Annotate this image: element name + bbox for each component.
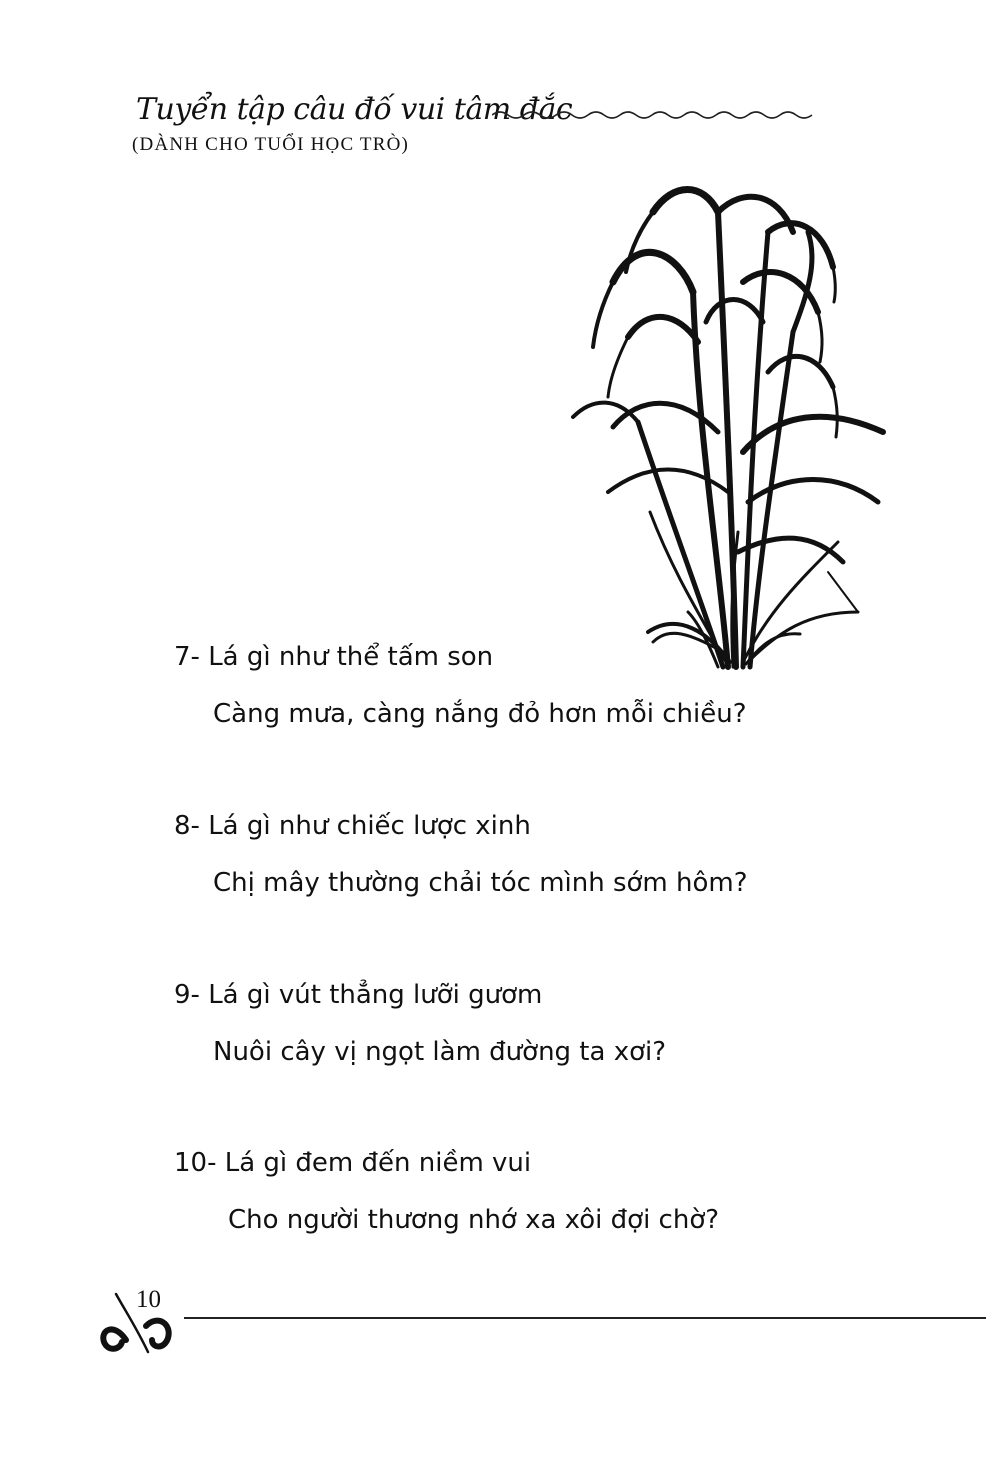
riddle-line-1: 9- Lá gì vút thẳng lưỡi gươm: [174, 980, 543, 1010]
riddle-line-2: Nuôi cây vị ngọt làm đường ta xơi?: [213, 1037, 667, 1067]
wavy-line-decoration: [492, 108, 822, 122]
riddle-line-2: Cho người thương nhớ xa xôi đợi chờ?: [228, 1205, 720, 1235]
book-title: Tuyển tập câu đố vui tâm đắc: [136, 92, 573, 127]
page-number: 10: [136, 1286, 161, 1313]
book-subtitle: (DÀNH CHO TUỔI HỌC TRÒ): [132, 134, 410, 155]
riddle-line-1: 8- Lá gì như chiếc lược xinh: [174, 811, 531, 841]
riddle-line-2: Chị mây thường chải tóc mình sớm hôm?: [213, 868, 748, 898]
footer-rule: [184, 1317, 986, 1319]
riddle-line-1: 10- Lá gì đem đến niềm vui: [174, 1148, 532, 1178]
riddle-line-2: Càng mưa, càng nắng đỏ hơn mỗi chiều?: [213, 699, 747, 729]
rice-plant-icon: [568, 172, 898, 672]
riddle-line-1: 7- Lá gì như thể tấm son: [174, 642, 494, 672]
